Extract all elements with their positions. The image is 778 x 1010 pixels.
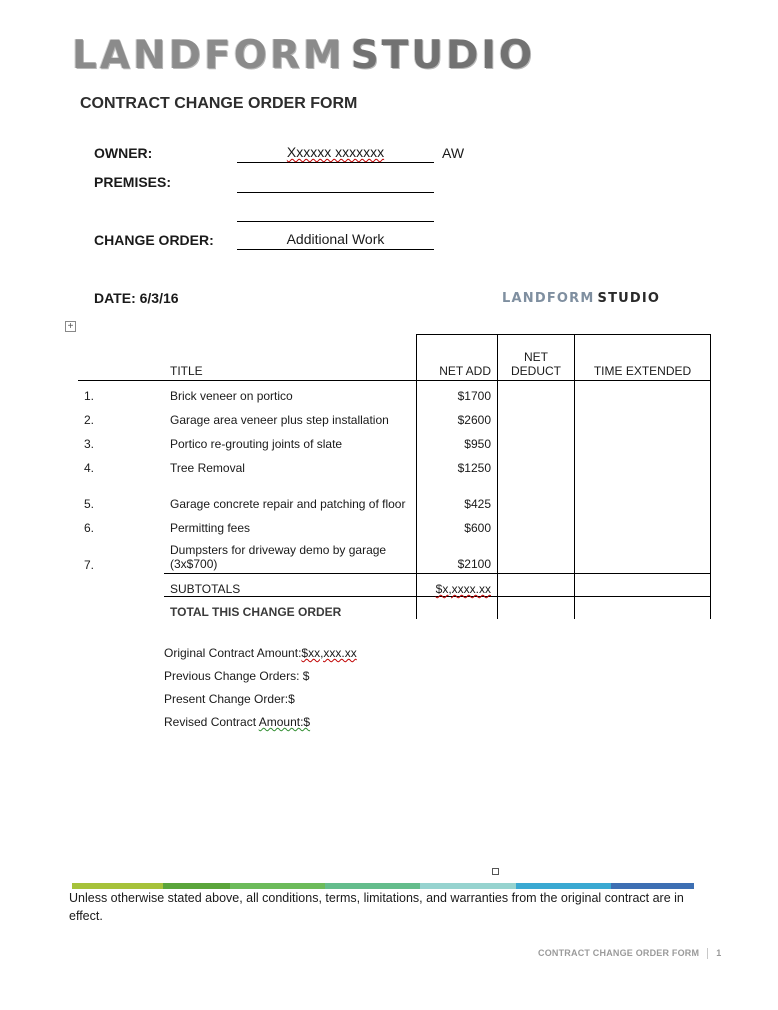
original-contract-amount bbox=[164, 642, 357, 665]
subtotals-label: SUBTOTALS bbox=[164, 574, 417, 597]
row-title: Permitting fees bbox=[170, 521, 251, 535]
logo-word-landform: LANDFORM bbox=[72, 33, 345, 78]
row-net-deduct bbox=[498, 453, 575, 477]
row-number: 1. bbox=[84, 389, 95, 403]
row-time-extended bbox=[575, 453, 711, 477]
change-order-label: CHANGE ORDER: bbox=[94, 232, 214, 248]
logo-word-studio: STUDIO bbox=[350, 33, 536, 78]
header-title: TITLE bbox=[164, 335, 417, 381]
small-logo-word-landform: LANDFORM bbox=[502, 291, 595, 306]
original-contract-value: $xx,xxx.xx bbox=[301, 646, 357, 660]
header-time-extended: TIME EXTENDED bbox=[575, 335, 711, 381]
row-time-extended bbox=[575, 381, 711, 406]
total-net-add bbox=[417, 597, 498, 620]
row-time-extended bbox=[575, 405, 711, 429]
row-net-deduct bbox=[498, 405, 575, 429]
date-label: DATE: 6/3/16 bbox=[94, 290, 179, 306]
revised-contract-value: Amount:$ bbox=[258, 715, 311, 729]
row-title: Garage concrete repair and patching of floor bbox=[170, 497, 406, 511]
subtotals-row bbox=[78, 574, 711, 597]
subtotals-net-deduct bbox=[498, 574, 575, 597]
footer-disclaimer: Unless otherwise stated above, all conditions, terms, limitations, and warranties from the original contract are in effect. bbox=[69, 891, 684, 923]
premises-field-line-2[interactable] bbox=[237, 203, 434, 222]
row-number: 2. bbox=[84, 413, 95, 427]
row-title: Portico re-grouting joints of slate bbox=[170, 437, 343, 451]
subtotals-net-add bbox=[417, 574, 498, 597]
subtotals-time-extended bbox=[575, 574, 711, 597]
total-time-extended bbox=[575, 597, 711, 620]
row-net-deduct bbox=[498, 537, 575, 574]
owner-value: Xxxxxx xxxxxxx bbox=[286, 144, 385, 160]
table-row bbox=[78, 429, 711, 453]
row-title: Dumpsters for driveway demo by garage (3x$700) bbox=[170, 543, 387, 571]
row-time-extended bbox=[575, 429, 711, 453]
total-net-deduct bbox=[498, 597, 575, 620]
page-number: 1 bbox=[716, 948, 722, 958]
row-net-add: $600 bbox=[417, 513, 498, 537]
change-order-value: Additional Work bbox=[286, 231, 385, 247]
table-row bbox=[78, 381, 711, 406]
owner-suffix: AW bbox=[442, 145, 465, 161]
revised-contract-amount bbox=[164, 711, 357, 734]
row-net-add: $950 bbox=[417, 429, 498, 453]
row-time-extended bbox=[575, 513, 711, 537]
header-number-cell bbox=[78, 335, 164, 381]
page-footer-separator bbox=[707, 948, 708, 959]
premises-label: PREMISES: bbox=[94, 174, 172, 190]
text-anchor-marker-icon bbox=[492, 868, 499, 875]
page-footer-title: CONTRACT CHANGE ORDER FORM bbox=[538, 948, 700, 958]
row-number: 3. bbox=[84, 437, 95, 451]
contract-summary bbox=[164, 642, 357, 734]
premises-field-line-1[interactable] bbox=[237, 174, 434, 193]
owner-field[interactable] bbox=[237, 144, 434, 163]
form-title: CONTRACT CHANGE ORDER FORM bbox=[80, 95, 358, 112]
header-net-deduct-line-1: NET bbox=[524, 350, 548, 364]
landform-studio-logo bbox=[72, 34, 535, 78]
row-time-extended bbox=[575, 537, 711, 574]
change-order-field[interactable] bbox=[237, 231, 434, 250]
header-net-add: NET ADD bbox=[417, 335, 498, 381]
row-net-deduct bbox=[498, 381, 575, 406]
table-row bbox=[78, 513, 711, 537]
total-row bbox=[78, 597, 711, 620]
row-net-add: $1250 bbox=[417, 453, 498, 477]
previous-change-orders: Previous Change Orders: $ bbox=[164, 669, 310, 683]
row-time-extended bbox=[575, 477, 711, 513]
present-change-order: Present Change Order:$ bbox=[164, 692, 295, 706]
landform-studio-small-logo bbox=[502, 291, 660, 307]
owner-label: OWNER: bbox=[94, 145, 153, 161]
total-number-cell bbox=[78, 597, 164, 620]
row-title: Tree Removal bbox=[170, 461, 245, 475]
table-row bbox=[78, 537, 711, 574]
original-contract-label: Original Contract Amount: bbox=[164, 646, 302, 660]
revised-contract-label: Revised Contract bbox=[164, 715, 259, 729]
row-net-add: $1700 bbox=[417, 381, 498, 406]
header-net-deduct-line-2: DEDUCT bbox=[511, 364, 561, 378]
subtotals-number-cell bbox=[78, 574, 164, 597]
row-net-add: $2600 bbox=[417, 405, 498, 429]
row-net-add: $2100 bbox=[417, 537, 498, 574]
table-row bbox=[78, 477, 711, 513]
table-row bbox=[78, 405, 711, 429]
row-number: 6. bbox=[84, 521, 95, 535]
small-logo-word-studio: STUDIO bbox=[597, 291, 661, 306]
header-net-deduct bbox=[498, 335, 575, 381]
table-header-row bbox=[78, 335, 711, 381]
row-title: Garage area veneer plus step installation bbox=[170, 413, 389, 427]
row-number: 4. bbox=[84, 461, 95, 475]
table-row bbox=[78, 453, 711, 477]
row-net-deduct bbox=[498, 513, 575, 537]
row-net-deduct bbox=[498, 429, 575, 453]
row-number: 5. bbox=[84, 497, 95, 511]
subtotals-value: $x,xxxx.xx bbox=[435, 582, 491, 596]
row-number: 7. bbox=[84, 557, 95, 572]
page-footer bbox=[538, 948, 721, 959]
table-move-handle-icon[interactable]: + bbox=[65, 321, 76, 332]
total-label: TOTAL THIS CHANGE ORDER bbox=[164, 597, 417, 620]
row-net-deduct bbox=[498, 477, 575, 513]
row-net-add: $425 bbox=[417, 477, 498, 513]
change-order-table bbox=[78, 334, 711, 619]
row-title: Brick veneer on portico bbox=[170, 389, 293, 403]
